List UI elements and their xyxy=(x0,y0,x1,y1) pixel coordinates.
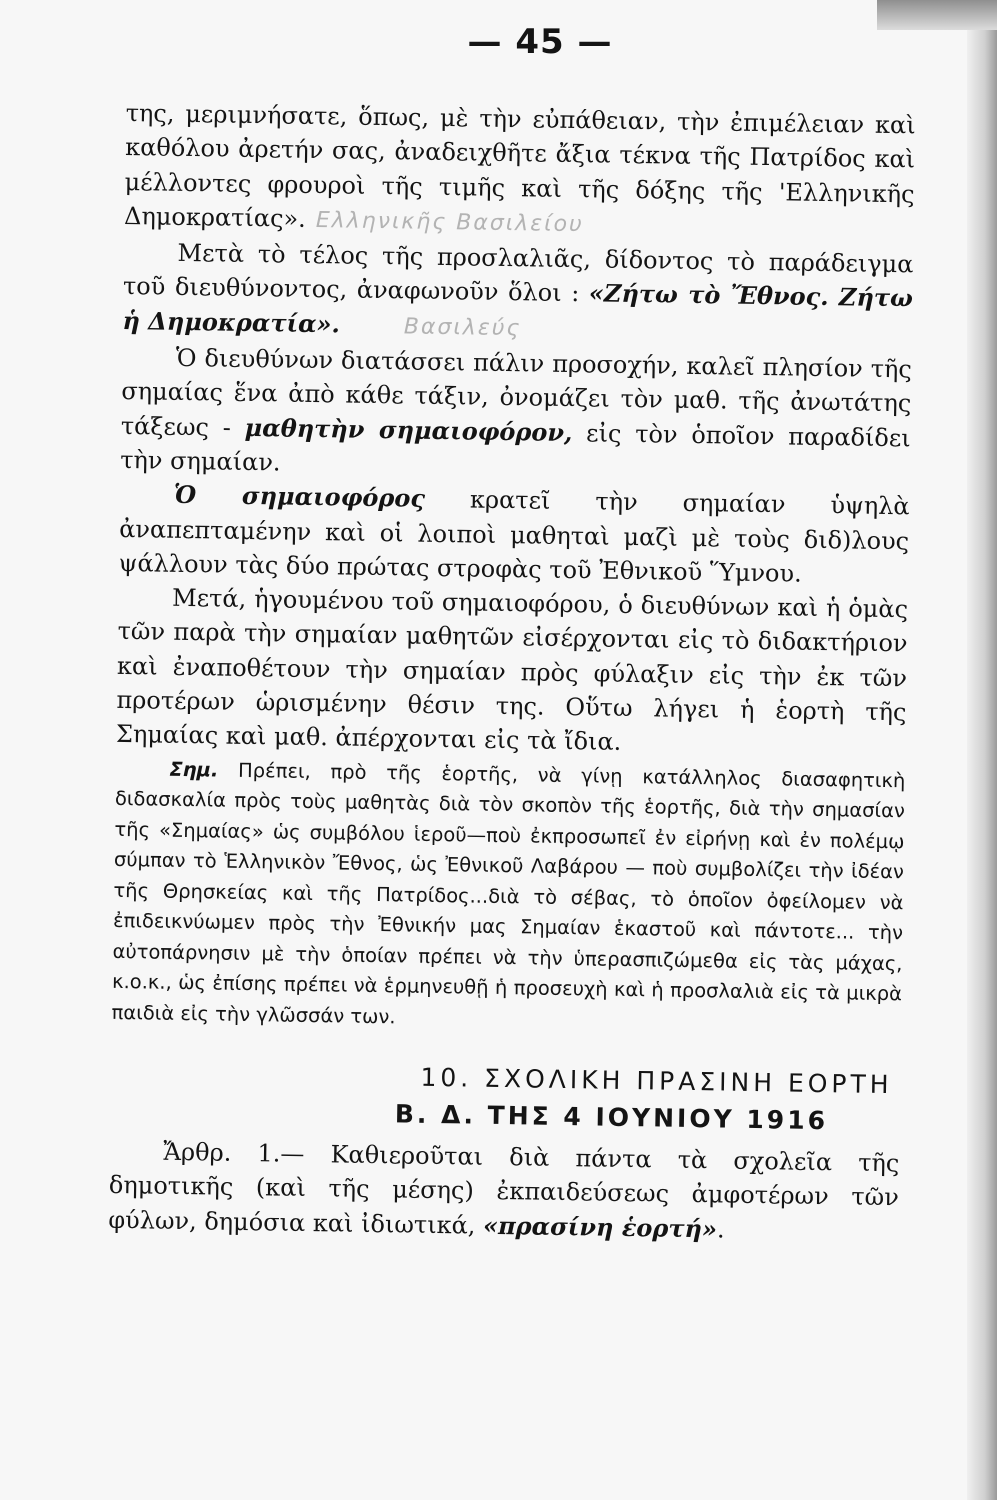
paragraph-4-bold: Ὁ σημαιοφόρος xyxy=(173,480,426,514)
footnote xyxy=(111,754,905,1041)
page-body xyxy=(108,96,916,1249)
paragraph-4 xyxy=(118,477,910,592)
paragraph-1 xyxy=(124,96,916,248)
paragraph-2-text: Μετὰ τὸ τέλος τῆς προσλαλιᾶς, δίδοντος τὸ παράδειγμα τοῦ διευθύνοντος, ἀναφωνοῦν ὅλοι : xyxy=(122,239,914,308)
paragraph-2-quote: «Ζήτω τὸ Ἔθνος. Ζήτω ἡ Δημοκρατία». xyxy=(122,278,914,339)
article-1-text: Ἄρθρ. 1.— Καθιεροῦται διὰ πάντα τὰ σχολεῖα τῆς δημοτικῆς (καὶ τῆς μέσης) ἐκπαιδεύσεως ἀμφοτέρων τῶν φύλων, δημόσια καὶ ἰδιωτικά, xyxy=(108,1137,900,1240)
article-1-suffix: . xyxy=(716,1215,725,1244)
article-1-bold: «πρασίνη ἑορτή» xyxy=(482,1210,718,1244)
handwritten-correction-2: Βασιλεύς xyxy=(403,314,522,342)
section-subheading: Β. Δ. ΤΗΣ 4 ΙΟΥΝΙΟΥ 1916 xyxy=(394,1099,829,1136)
page-number: — 45 — xyxy=(467,22,613,62)
handwritten-correction-1: Ελληνικῆς Βασιλείου xyxy=(315,207,584,238)
page-edge-shadow xyxy=(967,0,997,1500)
paragraph-1-text: της, μεριμνήσατε, ὅπως, μὲ τὴν εὐπάθειαν, τὴν ἐπιμέλειαν καὶ καθόλου ἀρετήν σας, ἀναδειχθῆτε ἄξια τέκνα τῆς Πατρίδος καὶ μέλλοντες φρουροὶ τῆς τιμῆς καὶ τῆς δόξης τῆς 'Ελληνικῆς Δημοκρατίας». xyxy=(123,98,916,233)
paragraph-3 xyxy=(120,340,912,490)
paragraph-3-bold: μαθητὴν σημαιοφόρον, xyxy=(244,412,573,447)
paragraph-5 xyxy=(116,580,909,764)
footnote-text: Πρέπει, πρὸ τῆς ἑορτῆς, νὰ γίνῃ κατάλληλος διασαφητικὴ διδασκαλία πρὸς τοὺς μαθητὰς διὰ τὸν σκοπὸν τῆς ἑορτῆς, διὰ τὴν σημασίαν τῆς «Σημαίας» ὡς συμβόλου ἱεροῦ—ποὺ ἐκπροσωπεῖ ἐν εἰρήνῃ καὶ ἐν πολέμῳ σύμπαν τὸ Ἑλληνικὸν Ἔθνος, ὡς Ἐθνικοῦ Λαβάρου — ποὺ συμβολίζει τὴν ἰδέαν τῆς Θρησκείας καὶ τῆς Πατρίδος...διὰ τὸ σέβας, τὸ ὁποῖον ὀφείλομεν νὰ ἐπιδεικνύωμεν πρὸς τὴν Ἐθνικήν μας Σημαίαν ἑκαστοῦ καὶ πάντοτε... τὴν αὐτοπάρνησιν μὲ τὴν ὁποίαν πρέπει νὰ τὴν ὑπερασπιζώμεθα εἰς τὰς μάχας, κ.ο.κ., ὡς ἐπίσης πρέπει νὰ ἑρμηνευθῇ ἡ προσευχὴ καὶ ἡ προσλαλιὰ εἰς τὰ μικρὰ παιδιὰ εἰς τὴν γλῶσσάν των. xyxy=(111,758,906,1028)
paragraph-4-text: κρατεῖ τὴν σημαίαν ὑψηλὰ ἀναπεπταμένην καὶ οἱ λοιποὶ μαθηταὶ μαζὶ μὲ τοὺς διδ)λους ψάλλουν τὰς δύο πρώτας στροφὰς τοῦ Ἐθνικοῦ Ὕμνου. xyxy=(118,485,910,588)
section-heading: 10. ΣΧΟΛΙΚΗ ΠΡΑΣΙΝΗ ΕΟΡΤΗ xyxy=(420,1062,893,1100)
footnote-label: Σημ. xyxy=(169,757,219,782)
paragraph-3-end: εἰς τὸν ὁποῖον παραδίδει τὴν σημαίαν. xyxy=(120,418,911,477)
article-1 xyxy=(108,1134,900,1249)
paragraph-2 xyxy=(122,235,914,352)
paragraph-5-text: Μετά, ἡγουμένου τοῦ σημαιοφόρου, ὁ διευθύνων καὶ ἡ ὁμὰς τῶν παρὰ τὴν σημαίαν μαθητῶν εἰσέρχονται εἰς τὸ διδακτήριον καὶ ἐναποθέτουν τὴν σημαίαν πρὸς φύλαξιν εἰς τὴν ἐκ τῶν προτέρων ὡρισμένην θέσιν της. Οὕτω λήγει ἡ ἑορτὴ τῆς Σημαίας καὶ μαθ. ἀπέρχονται εἰς τὰ ἴδια. xyxy=(115,583,909,757)
paragraph-3-text: Ὁ διευθύνων διατάσσει πάλιν προσοχήν, καλεῖ πλησίον τῆς σημαίας ἕνα ἀπὸ κάθε τάξιν, ὀνομάζει τὸν μαθ. τῆς ἀνωτάτης τάξεως - xyxy=(120,343,913,442)
